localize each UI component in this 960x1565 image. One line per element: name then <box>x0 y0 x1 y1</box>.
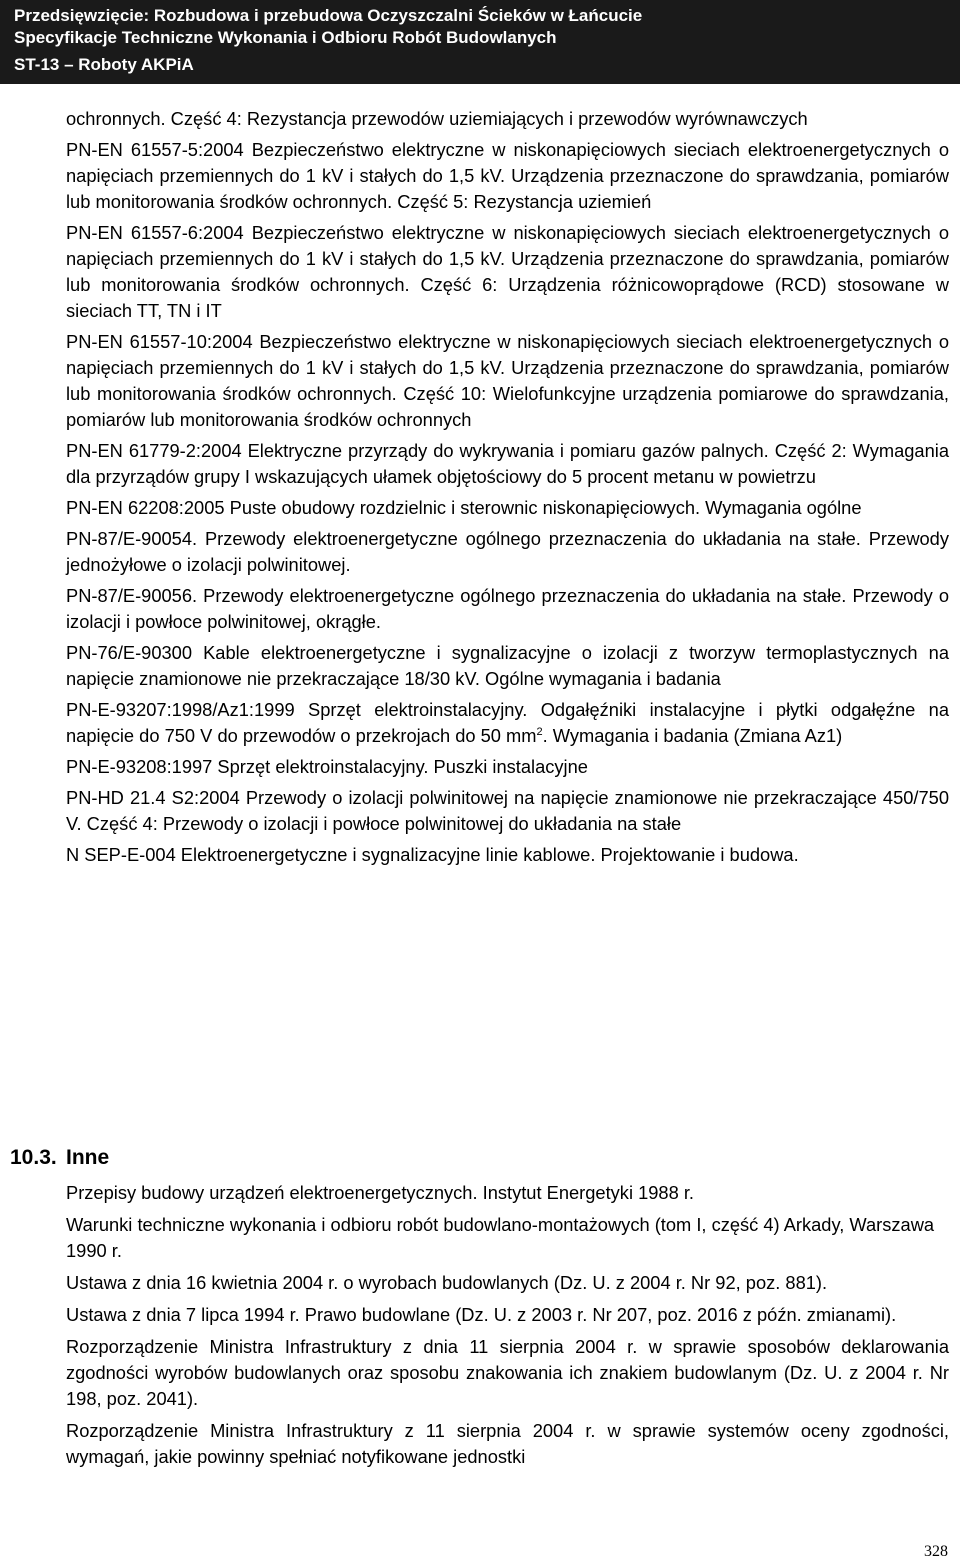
document-header <box>0 0 960 84</box>
list-item: Ustawa z dnia 7 lipca 1994 r. Prawo budowlane (Dz. U. z 2003 r. Nr 207, poz. 2016 z późn. zmianami). <box>66 1304 897 1325</box>
list-item: Warunki techniczne wykonania i odbioru robót budowlano-montażowych (tom I, część 4) Arkady, Warszawa 1990 r. <box>66 1214 935 1261</box>
section-heading <box>10 1145 109 1171</box>
page-number: 328 <box>924 1543 948 1560</box>
standards-list <box>66 106 949 873</box>
list-item: PN-EN 61779-2:2004 Elektryczne przyrządy do wykrywania i pomiaru gazów palnych. Część 2: Wymagania dla przyrządów grupy I wskazujących ułamek objętościowy do 5 procent metanu w powietrzu <box>66 440 949 487</box>
list-item: PN-HD 21.4 S2:2004 Przewody o izolacji polwinitowej na napięcie znamionowe nie przekraczające 450/750 V. Część 4: Przewody o izolacji i powłoce polwinitowej do układania na stałe <box>66 787 949 834</box>
list-item: PN-EN 61557-5:2004 Bezpieczeństwo elektryczne w niskonapięciowych sieciach elektroenergetycznych o napięciach przemiennych do 1 kV i stałych do 1,5 kV. Urządzenia przeznaczone do sprawdzania, pomiarów lub monitorowania środków ochronnych. Część 5: Rezystancja uziemień <box>66 139 949 212</box>
list-item <box>66 697 949 749</box>
list-item: Rozporządzenie Ministra Infrastruktury z 11 sierpnia 2004 r. w sprawie systemów oceny zgodności, wymagań, jakie powinny spełniać notyfikowane jednostki <box>66 1420 949 1467</box>
project-title: Przedsięwzięcie: Rozbudowa i przebudowa Oczyszczalni Ścieków w Łańcucie <box>14 6 643 25</box>
list-item: Ustawa z dnia 16 kwietnia 2004 r. o wyrobach budowlanych (Dz. U. z 2004 r. Nr 92, poz. 881). <box>66 1272 828 1293</box>
list-item: PN-EN 62208:2005 Puste obudowy rozdzielnic i sterownic niskonapięciowych. Wymagania ogólne <box>66 497 862 518</box>
list-item: Przepisy budowy urządzeń elektroenergetycznych. Instytut Energetyki 1988 r. <box>66 1182 694 1203</box>
other-references-list <box>66 1180 949 1476</box>
list-item: PN-EN 61557-10:2004 Bezpieczeństwo elektryczne w niskonapięciowych sieciach elektroenergetycznych o napięciach przemiennych do 1 kV i stałych do 1,5 kV. Urządzenia przeznaczone do sprawdzania, pomiarów lub monitorowania środków ochronnych. Część 10: Wielofunkcyjne urządzenia pomiarowe do sprawdzania, pomiarów lub monitorowania środków ochronnych <box>66 331 949 430</box>
list-item: PN-E-93208:1997 Sprzęt elektroinstalacyjny. Puszki instalacyjne <box>66 756 588 777</box>
list-item: PN-76/E-90300 Kable elektroenergetyczne i sygnalizacyjne o izolacji z tworzyw termoplastycznych na napięcie znamionowe nie przekraczające 18/30 kV. Ogólne wymagania i badania <box>66 642 949 689</box>
list-item: Rozporządzenie Ministra Infrastruktury z dnia 11 sierpnia 2004 r. w sprawie sposobów deklarowania zgodności wyrobów budowlanych oraz sposobu znakowania ich znakiem budowlanym (Dz. U. z 2004 r. Nr 198, poz. 2041). <box>66 1336 949 1409</box>
list-item: N SEP-E-004 Elektroenergetyczne i sygnalizacyjne linie kablowe. Projektowanie i budowa. <box>66 844 799 865</box>
section-number: 10.3. <box>10 1146 57 1169</box>
list-item-text: PN-E-93207:1998/Az1:1999 Sprzęt elektroinstalacyjny. Odgałęźniki instalacyjne i płytki odgałęźne na napięcie do 750 V do przewodów o przekrojach do 50 mm <box>66 699 949 746</box>
list-item: PN-EN 61557-6:2004 Bezpieczeństwo elektryczne w niskonapięciowych sieciach elektroenergetycznych o napięciach przemiennych do 1 kV i stałych do 1,5 kV. Urządzenia przeznaczone do sprawdzania, pomiarów lub monitorowania środków ochronnych. Część 6: Urządzenia różnicowoprądowe (RCD) stosowane w sieciach TT, TN i IT <box>66 222 949 321</box>
list-item: ochronnych. Część 4: Rezystancja przewodów uziemiających i przewodów wyrównawczych <box>66 108 808 129</box>
list-item: PN-87/E-90054. Przewody elektroenergetyczne ogólnego przeznaczenia do układania na stałe. Przewody jednożyłowe o izolacji polwinitowej. <box>66 528 949 575</box>
superscript: 2 <box>536 726 543 738</box>
section-code: ST-13 – Roboty AKPiA <box>14 55 194 74</box>
specification-title: Specyfikacje Techniczne Wykonania i Odbioru Robót Budowlanych <box>14 28 557 47</box>
list-item: PN-87/E-90056. Przewody elektroenergetyczne ogólnego przeznaczenia do układania na stałe. Przewody o izolacji i powłoce polwinitowej, okrągłe. <box>66 585 949 632</box>
section-title: Inne <box>66 1146 110 1169</box>
list-item-text: . Wymagania i badania (Zmiana Az1) <box>542 725 843 746</box>
